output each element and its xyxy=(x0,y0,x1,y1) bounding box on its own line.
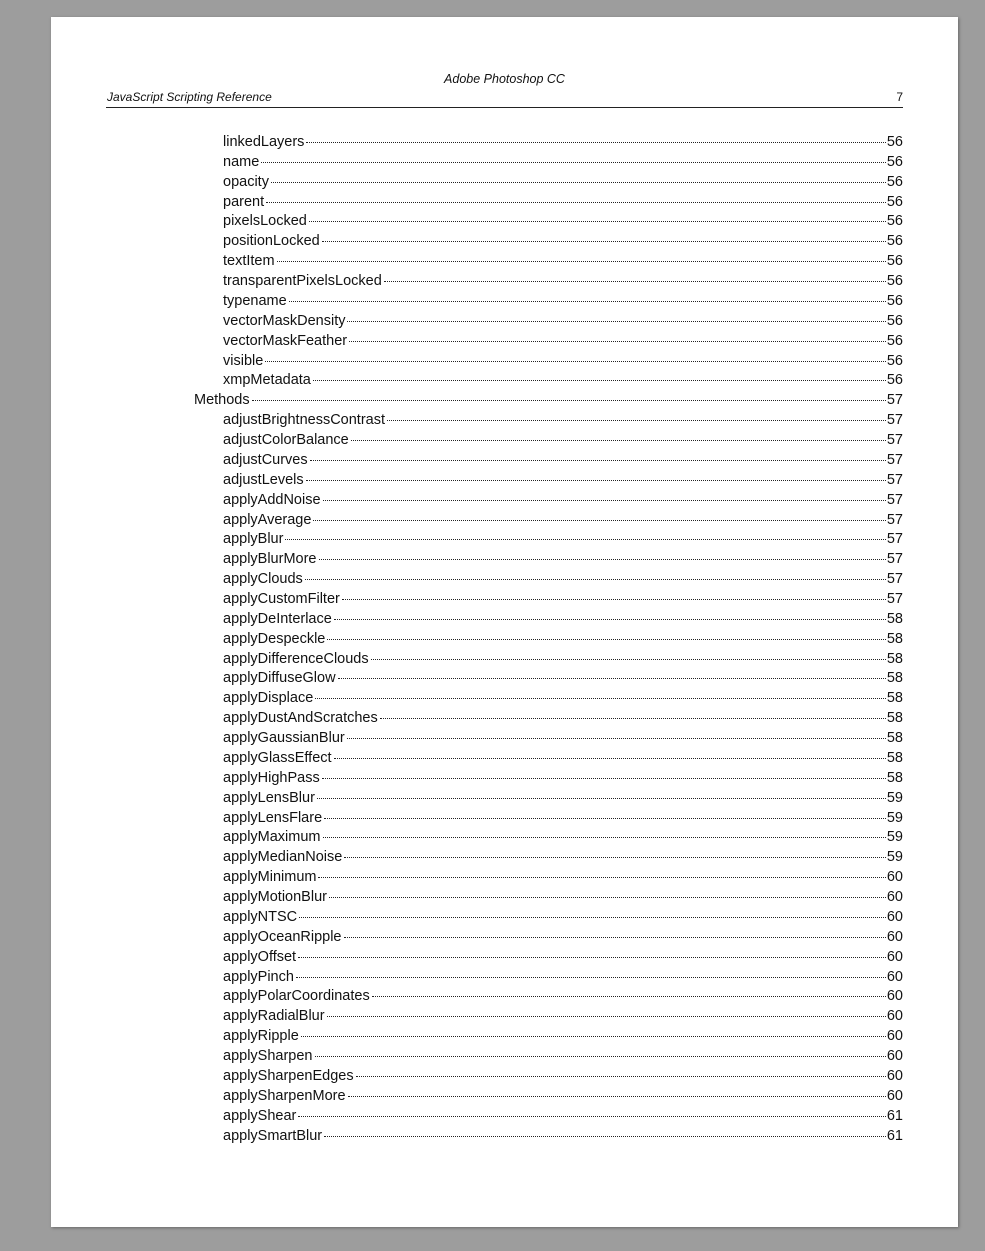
toc-entry[interactable] xyxy=(223,949,903,969)
toc-entry-page: 56 xyxy=(886,312,903,329)
toc-leader-dots xyxy=(338,677,886,679)
toc-entry-page: 58 xyxy=(886,630,903,647)
toc-entry[interactable] xyxy=(223,829,903,849)
toc-entry-label: applySharpen xyxy=(223,1048,313,1065)
toc-entry-page: 60 xyxy=(886,948,903,965)
toc-entry-label: applyCustomFilter xyxy=(223,591,340,607)
toc-entry-page: 56 xyxy=(886,332,903,349)
toc-entry-label: applyDeInterlace xyxy=(223,610,332,627)
toc-entry-page: 60 xyxy=(886,869,903,886)
toc-entry-label: applyMedianNoise xyxy=(223,849,343,866)
toc-leader-dots xyxy=(301,1035,886,1037)
document-page xyxy=(51,17,958,1227)
toc-entry-page: 60 xyxy=(886,908,903,925)
toc-leader-dots xyxy=(387,419,886,421)
toc-entry-label: adjustColorBalance xyxy=(223,432,349,449)
toc-entry-label: applySharpenEdges xyxy=(223,1067,354,1084)
toc-entry[interactable] xyxy=(223,690,903,710)
toc-entry[interactable] xyxy=(223,611,903,631)
toc-entry-page: 56 xyxy=(886,292,903,309)
toc-entry-label: vectorMaskDensity xyxy=(223,312,346,329)
toc-entry-page: 60 xyxy=(886,1067,903,1084)
toc-entry-page: 60 xyxy=(886,928,903,945)
toc-entry-page: 61 xyxy=(886,1107,903,1124)
toc-entry-label: applyOceanRipple xyxy=(223,928,342,945)
toc-entry-label: typename xyxy=(223,292,287,309)
toc-entry[interactable] xyxy=(223,313,903,333)
toc-leader-dots xyxy=(315,1055,886,1057)
toc-leader-dots xyxy=(265,360,886,362)
toc-leader-dots xyxy=(318,876,885,878)
toc-entry-label: applyAddNoise xyxy=(223,491,321,508)
toc-entry-page: 60 xyxy=(886,889,903,906)
toc-entry-label: visible xyxy=(223,352,264,369)
toc-entry[interactable] xyxy=(223,869,903,889)
toc-leader-dots xyxy=(305,578,886,580)
toc-leader-dots xyxy=(372,995,886,997)
toc-entry-label: applyNTSC xyxy=(223,908,298,925)
toc-leader-dots xyxy=(252,399,886,401)
toc-entry-page: 58 xyxy=(886,769,903,786)
toc-entry[interactable] xyxy=(223,631,903,651)
toc-entry[interactable] xyxy=(223,293,903,313)
toc-entry-label: Methods xyxy=(194,392,250,409)
toc-entry-label: applyMinimum xyxy=(223,869,317,886)
toc-entry-page: 56 xyxy=(886,134,903,150)
toc-leader-dots xyxy=(327,638,885,640)
toc-leader-dots xyxy=(266,201,886,203)
toc-leader-dots xyxy=(323,836,886,838)
toc-leader-dots xyxy=(296,976,886,978)
toc-entry-page: 59 xyxy=(886,849,903,866)
toc-entry[interactable] xyxy=(223,849,903,869)
toc-entry[interactable] xyxy=(223,154,903,174)
toc-entry-label: applyPolarCoordinates xyxy=(223,988,370,1005)
toc-leader-dots xyxy=(356,1075,886,1077)
toc-leader-dots xyxy=(323,499,886,501)
toc-entry-label: adjustLevels xyxy=(223,471,304,488)
toc-entry-label: positionLocked xyxy=(223,233,320,250)
toc-entry[interactable] xyxy=(223,1108,903,1128)
toc-leader-dots xyxy=(289,300,886,302)
toc-entry[interactable] xyxy=(223,730,903,750)
toc-entry-page: 59 xyxy=(886,809,903,826)
toc-entry[interactable] xyxy=(223,492,903,512)
toc-entry-label: applyPinch xyxy=(223,968,294,985)
toc-entry[interactable] xyxy=(223,194,903,214)
toc-entry-page: 56 xyxy=(886,352,903,369)
toc-entry[interactable] xyxy=(223,969,903,989)
toc-entry[interactable] xyxy=(223,750,903,770)
toc-entry[interactable] xyxy=(223,531,903,551)
toc-entry-label: applyDespeckle xyxy=(223,630,326,647)
toc-entry-label: opacity xyxy=(223,173,269,190)
toc-entry-label: applyGlassEffect xyxy=(223,749,332,766)
toc-entry[interactable] xyxy=(223,353,903,373)
toc-entry-label: applyLensBlur xyxy=(223,789,315,806)
toc-leader-dots xyxy=(299,916,886,918)
toc-entry-label: applyAverage xyxy=(223,511,312,528)
toc-entry[interactable] xyxy=(223,1088,903,1108)
toc-entry[interactable] xyxy=(223,412,903,432)
toc-entry[interactable] xyxy=(223,1028,903,1048)
toc-leader-dots xyxy=(384,280,886,282)
toc-entry[interactable] xyxy=(223,372,903,392)
toc-entry[interactable] xyxy=(223,670,903,690)
toc-entry-page: 56 xyxy=(886,173,903,190)
toc-entry-label: applyLensFlare xyxy=(223,809,323,826)
toc-leader-dots xyxy=(306,479,886,481)
toc-entry-label: transparentPixelsLocked xyxy=(223,273,382,290)
toc-entry-page: 56 xyxy=(886,233,903,250)
toc-entry-label: applyClouds xyxy=(223,571,303,588)
toc-entry-page: 56 xyxy=(886,253,903,270)
toc-entry-label: applyGaussianBlur xyxy=(223,730,345,747)
toc-entry-label: linkedLayers xyxy=(223,134,305,150)
toc-entry-page: 57 xyxy=(886,471,903,488)
toc-leader-dots xyxy=(344,936,886,938)
toc-entry[interactable] xyxy=(223,710,903,730)
toc-entry-page: 58 xyxy=(886,650,903,667)
toc-leader-dots xyxy=(322,240,886,242)
toc-entry[interactable] xyxy=(223,988,903,1008)
toc-entry[interactable] xyxy=(223,929,903,949)
toc-entry-label: applyShear xyxy=(223,1107,297,1124)
toc-leader-dots xyxy=(334,618,886,620)
toc-entry[interactable] xyxy=(223,889,903,909)
toc-leader-dots xyxy=(322,777,886,779)
toc-entry-label: applyDisplace xyxy=(223,690,314,707)
toc-entry-page: 57 xyxy=(886,531,903,548)
toc-entry[interactable] xyxy=(223,591,903,611)
toc-entry[interactable] xyxy=(223,1128,903,1148)
toc-entry[interactable] xyxy=(223,571,903,591)
toc-leader-dots xyxy=(319,558,886,560)
toc-leader-dots xyxy=(380,717,886,719)
toc-entry-page: 60 xyxy=(886,1008,903,1025)
toc-leader-dots xyxy=(298,956,886,958)
toc-leader-dots xyxy=(315,697,886,699)
toc-entry-page: 56 xyxy=(886,193,903,210)
toc-entry[interactable] xyxy=(223,1008,903,1028)
toc-entry-label: applyBlur xyxy=(223,531,284,548)
toc-entry[interactable] xyxy=(223,1068,903,1088)
toc-entry-label: applyDustAndScratches xyxy=(223,710,378,727)
toc-leader-dots xyxy=(348,1095,886,1097)
toc-entry[interactable] xyxy=(223,273,903,293)
toc-entry-label: pixelsLocked xyxy=(223,213,307,230)
toc-leader-dots xyxy=(334,757,886,759)
toc-leader-dots xyxy=(329,896,886,898)
toc-entry-page: 57 xyxy=(886,491,903,508)
toc-entry-label: applySmartBlur xyxy=(223,1127,323,1144)
toc-entry-label: applyBlurMore xyxy=(223,551,317,568)
toc-entry-page: 60 xyxy=(886,1028,903,1045)
toc-entry-page: 58 xyxy=(886,749,903,766)
toc-entry[interactable] xyxy=(223,213,903,233)
toc-entry-label: adjustBrightnessContrast xyxy=(223,412,385,429)
toc-entry-label: applyDiffuseGlow xyxy=(223,670,336,687)
toc-entry-page: 58 xyxy=(886,710,903,727)
toc-leader-dots xyxy=(327,1015,886,1017)
toc-entry-page: 58 xyxy=(886,610,903,627)
toc-entry-page: 60 xyxy=(886,968,903,985)
toc-entry[interactable] xyxy=(223,174,903,194)
toc-entry[interactable] xyxy=(223,551,903,571)
toc-entry-label: parent xyxy=(223,193,265,210)
toc-entry-page: 60 xyxy=(886,1048,903,1065)
toc-leader-dots xyxy=(261,161,886,163)
toc-entry-label: applyDifferenceClouds xyxy=(223,650,369,667)
toc-entry[interactable] xyxy=(194,392,903,412)
toc-entry[interactable] xyxy=(223,1048,903,1068)
toc-leader-dots xyxy=(277,260,886,262)
header-rule xyxy=(106,107,903,108)
toc-leader-dots xyxy=(347,320,885,322)
toc-entry[interactable] xyxy=(223,452,903,472)
toc-entry-page: 57 xyxy=(886,591,903,607)
toc-entry-label: xmpMetadata xyxy=(223,372,311,389)
running-header-book: JavaScript Scripting Reference xyxy=(107,90,272,104)
toc-entry-page: 56 xyxy=(886,372,903,389)
toc-leader-dots xyxy=(371,658,886,660)
toc-entry-page: 59 xyxy=(886,789,903,806)
toc-entry-label: applyHighPass xyxy=(223,769,320,786)
toc-entry-label: textItem xyxy=(223,253,275,270)
toc-entry-page: 60 xyxy=(886,1087,903,1104)
toc-leader-dots xyxy=(313,519,885,521)
toc-entry[interactable] xyxy=(223,472,903,492)
toc-entry-label: applyMotionBlur xyxy=(223,889,327,906)
toc-entry[interactable] xyxy=(223,790,903,810)
toc-entry-page: 57 xyxy=(886,432,903,449)
toc-leader-dots xyxy=(342,598,886,600)
toc-entry[interactable] xyxy=(223,909,903,929)
toc-entry[interactable] xyxy=(223,134,903,154)
toc-entry-page: 57 xyxy=(886,551,903,568)
toc-entry-label: applyMaximum xyxy=(223,829,321,846)
toc-entry-label: applyRipple xyxy=(223,1028,299,1045)
toc-leader-dots xyxy=(351,439,886,441)
toc-leader-dots xyxy=(317,797,886,799)
toc-entry[interactable] xyxy=(223,770,903,790)
toc-entry-label: applyOffset xyxy=(223,948,297,965)
toc-entry-page: 56 xyxy=(886,153,903,170)
toc-leader-dots xyxy=(309,220,886,222)
toc-entry-page: 60 xyxy=(886,988,903,1005)
toc-leader-dots xyxy=(324,1135,886,1137)
running-header-title: Adobe Photoshop CC xyxy=(444,72,565,86)
toc-entry[interactable] xyxy=(223,333,903,353)
toc-entry-label: applyRadialBlur xyxy=(223,1008,325,1025)
toc-entry-page: 57 xyxy=(886,412,903,429)
toc-entry-page: 59 xyxy=(886,829,903,846)
toc-entry-page: 58 xyxy=(886,730,903,747)
toc-leader-dots xyxy=(344,856,886,858)
page-number: 7 xyxy=(896,90,903,104)
toc-leader-dots xyxy=(313,379,886,381)
toc-leader-dots xyxy=(285,538,885,540)
toc-entry-label: applySharpenMore xyxy=(223,1087,346,1104)
toc-entry-page: 57 xyxy=(886,511,903,528)
toc-entry[interactable] xyxy=(223,432,903,452)
toc-leader-dots xyxy=(271,181,886,183)
toc-leader-dots xyxy=(324,817,886,819)
toc-entry[interactable] xyxy=(223,810,903,830)
toc-entry-page: 56 xyxy=(886,273,903,290)
toc-leader-dots xyxy=(298,1115,886,1117)
toc-leader-dots xyxy=(347,737,886,739)
toc-entry[interactable] xyxy=(223,253,903,273)
toc-entry-page: 61 xyxy=(886,1127,903,1144)
toc-leader-dots xyxy=(310,459,886,461)
toc-entry[interactable] xyxy=(223,512,903,532)
toc-entry[interactable] xyxy=(223,233,903,253)
toc-entry-page: 57 xyxy=(886,571,903,588)
toc-entry-page: 57 xyxy=(886,392,903,409)
toc-entry-label: vectorMaskFeather xyxy=(223,332,348,349)
toc-leader-dots xyxy=(349,340,886,342)
toc-leader-dots xyxy=(306,141,885,143)
toc-entry-page: 57 xyxy=(886,451,903,468)
toc-entry-label: name xyxy=(223,153,260,170)
toc-entry[interactable] xyxy=(223,651,903,671)
toc-entry-page: 58 xyxy=(886,690,903,707)
toc-entry-label: adjustCurves xyxy=(223,451,308,468)
toc-entry-page: 56 xyxy=(886,213,903,230)
toc-entry-page: 58 xyxy=(886,670,903,687)
